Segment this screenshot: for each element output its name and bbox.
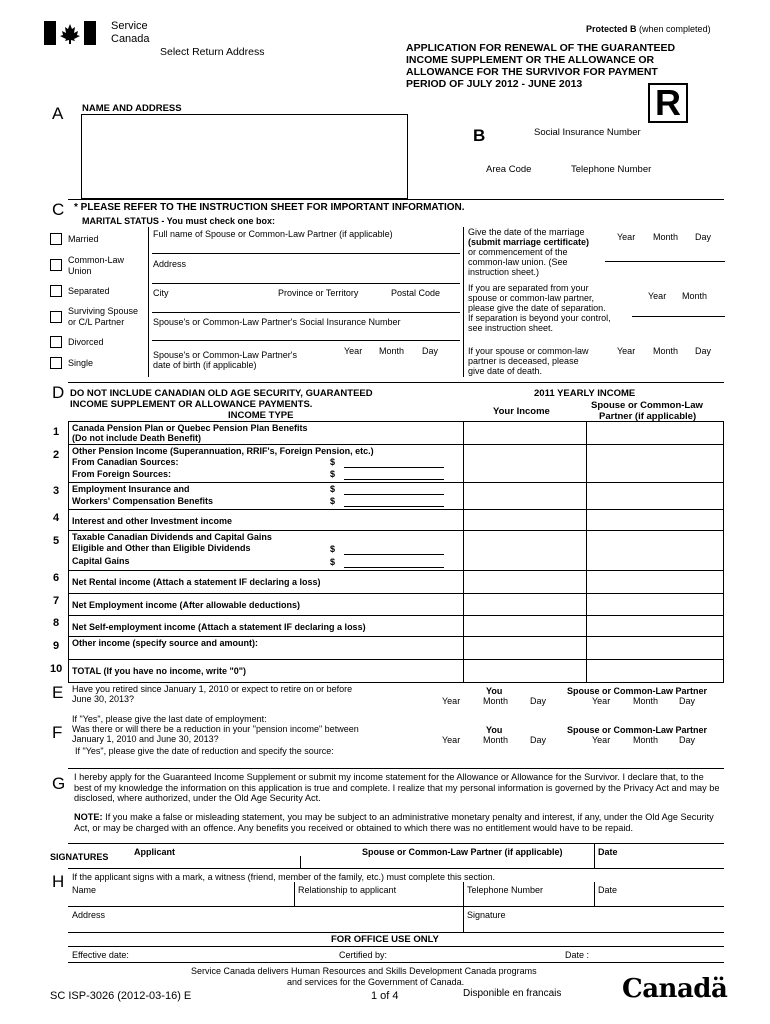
reduction-question-2: January 1, 2010 and June 30, 2013? <box>72 734 219 744</box>
area-code-label: Area Code <box>486 164 532 175</box>
spouse-signature-label: Spouse or Common-Law Partner (if applicable) <box>362 847 563 857</box>
dollar-2b: $ <box>330 469 336 479</box>
amount-line-5b <box>344 567 444 568</box>
reduction-you: You <box>486 725 503 735</box>
address-label: Address <box>153 259 187 269</box>
page-number: 1 of 4 <box>371 990 399 1002</box>
spouse-name-line <box>152 253 460 254</box>
marriage-date-2: (submit marriage certificate) <box>468 237 590 247</box>
signature-date-label: Date <box>598 847 618 857</box>
spouse-dob-label-2: date of birth (if applicable) <box>153 360 257 370</box>
section-c-top-rule <box>68 199 724 200</box>
section-c-letter: C <box>52 200 65 219</box>
office-use-title: FOR OFFICE USE ONLY <box>331 934 439 945</box>
witness-signature-label: Signature <box>467 910 506 920</box>
income-row-rule-6 <box>68 593 724 594</box>
dollar-2a: $ <box>330 457 336 467</box>
reduction-question-1: Was there or will there be a reduction in your "pension income" between <box>72 724 359 734</box>
income-row-rule-4 <box>68 530 724 531</box>
spouse-name-label: Full name of Spouse or Common-Law Partner (if applicable) <box>153 229 393 239</box>
witness-date-label: Date <box>598 885 618 895</box>
french-available: Disponible en francais <box>463 988 562 999</box>
postal-label: Postal Code <box>391 288 441 298</box>
dollar-3b: $ <box>330 496 336 506</box>
row5-line3: Capital Gains <box>72 556 130 566</box>
divorced-label: Divorced <box>68 337 104 347</box>
spouse-sin-label: Spouse's or Common-Law Partner's Social Insurance Number <box>153 317 401 327</box>
row7-line1: Net Employment income (After allowable deductions) <box>72 600 301 610</box>
reduction-spouse-day: Day <box>679 735 696 745</box>
canada-wordmark <box>622 974 727 1004</box>
row1-line2: (Do not include Death Benefit) <box>72 433 201 443</box>
death-month: Month <box>653 346 679 356</box>
dept-name-line2: Canada <box>111 33 150 45</box>
income-row-rule-1 <box>68 444 724 445</box>
retire-you-month: Month <box>483 696 509 706</box>
amount-line-2b <box>344 479 444 480</box>
form-title-4: PERIOD OF JULY 2012 - JUNE 2013 <box>406 78 583 90</box>
signature-bottom-rule <box>68 868 724 869</box>
section-c-mid-divider <box>463 227 464 377</box>
income-col-divider-1 <box>463 421 464 683</box>
dob-day: Day <box>422 346 439 356</box>
income-col-divider-2 <box>586 421 587 683</box>
protected-b: Protected B <box>586 24 637 34</box>
signature-mid-divider <box>300 856 301 868</box>
row-num-8: 8 <box>53 617 60 629</box>
row10-line1: TOTAL (If you have no income, write "0") <box>72 666 247 676</box>
section-h-letter: H <box>52 872 65 891</box>
surviving-checkbox[interactable] <box>50 311 62 323</box>
form-title-3: ALLOWANCE FOR THE SURVIVOR FOR PAYMENT <box>406 66 658 78</box>
deceased-1: If your spouse or common-law <box>468 346 589 356</box>
declaration-text: I hereby apply for the Guaranteed Income Supplement or submit my income statement for the Allowance or Allowance for the Survivor. I declare that, to the best of my knowledge the information on this application is true and complete. I realize that my personal information is governed by the Privacy Act and may be disclosed, where authorized, under the Old Age Security Act. <box>74 772 720 804</box>
section-g-letter: G <box>52 774 66 793</box>
witness-divider-2 <box>463 882 464 932</box>
row2-line2: From Canadian Sources: <box>72 457 179 467</box>
row-num-5: 5 <box>53 535 60 547</box>
section-g-top-rule <box>68 768 724 769</box>
income-row-rule-5 <box>68 570 724 571</box>
income-type-header: INCOME TYPE <box>228 410 294 421</box>
dollar-3a: $ <box>330 484 336 494</box>
sin-label: Social Insurance Number <box>534 127 641 138</box>
row3-line1: Employment Insurance and <box>72 484 190 494</box>
witness-intro: If the applicant signs with a mark, a witness (friend, member of the family, etc.) must complete this section. <box>72 872 495 882</box>
retire-question-3: If "Yes", please give the last date of employment: <box>72 714 267 724</box>
section-b-letter: B <box>473 126 486 145</box>
certified-by-label: Certified by: <box>339 950 388 960</box>
note-text: If you make a false or misleading statement, you may be subject to an administrative monetary penalty and interest, if any, under the Old Age Security Act, or may be charged with an offence. Any benefits you received or obtained to which there was no entitlement would have to be repaid. <box>74 812 714 833</box>
retire-spouse-year: Year <box>592 696 611 706</box>
office-date-label: Date : <box>565 950 590 960</box>
province-label: Province or Territory <box>278 288 359 298</box>
marriage-date-5: instruction sheet.) <box>468 267 540 277</box>
reduction-question-3: If "Yes", please give the date of reduction and specify the source: <box>75 746 334 756</box>
effective-date-label: Effective date: <box>72 950 129 960</box>
row3-line2: Workers' Compensation Benefits <box>72 496 214 506</box>
dollar-5a: $ <box>330 544 336 554</box>
single-label: Single <box>68 358 94 368</box>
protected-label <box>586 24 711 34</box>
office-use-rule <box>68 946 724 947</box>
row5-line2: Eligible and Other than Eligible Dividends <box>72 543 251 553</box>
name-address-box[interactable] <box>81 114 408 199</box>
retire-spouse-month: Month <box>633 696 659 706</box>
amount-line-3a <box>344 494 444 495</box>
row4-line1: Interest and other Investment income <box>72 516 233 526</box>
income-row-rule-2 <box>68 482 724 483</box>
footer-line-2: and services for the Government of Canada. <box>287 977 465 987</box>
separation-3: please give the date of separation. <box>468 303 606 313</box>
retire-you: You <box>486 686 503 696</box>
witness-divider-3 <box>594 882 595 906</box>
spouse-sin-line <box>152 340 460 341</box>
retire-spouse: Spouse or Common-Law Partner <box>567 686 708 696</box>
deceased-3: give date of death. <box>468 366 543 376</box>
r-mark-box <box>648 83 688 123</box>
row1-line1: Canada Pension Plan or Quebec Pension Plan Benefits <box>72 423 308 433</box>
note-paragraph <box>74 812 722 833</box>
footer-line-1: Service Canada delivers Human Resources and Skills Development Canada programs <box>191 966 537 976</box>
income-row-rule-8 <box>68 636 724 637</box>
reduction-you-month: Month <box>483 735 509 745</box>
separated-checkbox[interactable] <box>50 285 62 297</box>
death-year: Year <box>617 346 636 356</box>
retire-you-day: Day <box>530 696 547 706</box>
section-e-letter: E <box>52 683 64 702</box>
row-num-10: 10 <box>50 663 63 675</box>
separation-2: spouse or common-law partner, <box>468 293 595 303</box>
spouse-dob-label-1: Spouse's or Common-Law Partner's <box>153 350 297 360</box>
row-num-3: 3 <box>53 485 60 497</box>
common-law-checkbox[interactable] <box>50 259 62 271</box>
retire-you-year: Year <box>442 696 461 706</box>
row-num-4: 4 <box>53 512 60 524</box>
city-line <box>152 312 460 313</box>
witness-telephone-label: Telephone Number <box>467 885 544 895</box>
name-address-label: NAME AND ADDRESS <box>82 103 182 114</box>
dob-month: Month <box>379 346 405 356</box>
single-checkbox[interactable] <box>50 357 62 369</box>
marriage-date-3: or commencement of the <box>468 247 568 257</box>
canada-wordmark-text: Canadä <box>622 974 728 1004</box>
form-title-1: APPLICATION FOR RENEWAL OF THE GUARANTEED <box>406 42 676 54</box>
amount-line-2a <box>344 467 444 468</box>
cl-partner-label: or C/L Partner <box>68 317 125 327</box>
reduction-spouse-month: Month <box>633 735 659 745</box>
deceased-2: partner is deceased, please <box>468 356 579 366</box>
instruction-heading: * PLEASE REFER TO THE INSTRUCTION SHEET FOR IMPORTANT INFORMATION. <box>74 202 465 213</box>
married-checkbox[interactable] <box>50 233 62 245</box>
form-title-2: INCOME SUPPLEMENT OR THE ALLOWANCE OR <box>406 54 655 66</box>
reduction-spouse: Spouse or Common-Law Partner <box>567 725 708 735</box>
divorced-checkbox[interactable] <box>50 336 62 348</box>
row9-line1: Other income (specify source and amount): <box>72 638 259 648</box>
signatures-label: SIGNATURES <box>50 852 109 862</box>
address-line <box>152 283 460 284</box>
spouse-income-header-1: Spouse or Common-Law <box>591 400 703 411</box>
section-d-letter: D <box>52 383 65 402</box>
spouse-income-header-2: Partner (if applicable) <box>599 411 697 422</box>
dept-name-line1: Service <box>111 20 148 32</box>
section-d-heading-1: DO NOT INCLUDE CANADIAN OLD AGE SECURITY, GUARANTEED <box>70 388 373 399</box>
reduction-spouse-year: Year <box>592 735 611 745</box>
separation-month: Month <box>682 291 708 301</box>
note-label: NOTE: <box>74 812 103 822</box>
office-bottom-rule <box>68 962 724 963</box>
income-row-rule-3 <box>68 509 724 510</box>
marriage-day: Day <box>695 232 712 242</box>
row-num-7: 7 <box>53 595 60 607</box>
marital-status-label: MARITAL STATUS - You must check one box: <box>82 216 276 226</box>
section-d-heading-2: INCOME SUPPLEMENT OR ALLOWANCE PAYMENTS. <box>70 399 313 410</box>
city-label: City <box>153 288 169 298</box>
signature-top-rule <box>68 843 724 844</box>
row2-line1: Other Pension Income (Superannuation, RRIF's, Foreign Pension, etc.) <box>72 446 374 456</box>
separation-1: If you are separated from your <box>468 283 589 293</box>
row6-line1: Net Rental income (Attach a statement IF declaring a loss) <box>72 577 321 587</box>
row-num-9: 9 <box>53 640 60 652</box>
marriage-month: Month <box>653 232 679 242</box>
row8-line1: Net Self-employment income (Attach a statement IF declaring a loss) <box>72 622 366 632</box>
separation-4: If separation is beyond your control, <box>468 313 611 323</box>
section-c-left-divider <box>148 227 149 377</box>
signature-date-divider <box>594 843 595 868</box>
marriage-date-4: common-law union. (See <box>468 257 568 267</box>
row2-line3: From Foreign Sources: <box>72 469 172 479</box>
form-id: SC ISP-3026 (2012-03-16) E <box>50 990 192 1002</box>
your-income-header: Your Income <box>493 406 550 417</box>
reduction-you-year: Year <box>442 735 461 745</box>
common-law-label: Common-Law <box>68 255 125 265</box>
separation-date-line <box>632 316 725 317</box>
surviving-label: Surviving Spouse <box>68 306 139 316</box>
row-num-2: 2 <box>53 449 60 461</box>
dollar-5b: $ <box>330 557 336 567</box>
marriage-date-line <box>605 261 725 262</box>
death-day: Day <box>695 346 712 356</box>
row5-line1: Taxable Canadian Dividends and Capital Gains <box>72 532 272 542</box>
reduction-you-day: Day <box>530 735 547 745</box>
section-a-letter: A <box>52 104 64 123</box>
separated-label: Separated <box>68 286 110 296</box>
union-label: Union <box>68 266 92 276</box>
telephone-label: Telephone Number <box>571 164 652 175</box>
witness-mid-rule <box>68 906 724 907</box>
dob-year: Year <box>344 346 363 356</box>
amount-line-3b <box>344 506 444 507</box>
row-num-1: 1 <box>53 426 60 438</box>
section-d-top-rule <box>68 382 724 383</box>
protected-when: (when completed) <box>639 24 711 34</box>
retire-question-2: June 30, 2013? <box>72 694 135 704</box>
section-f-letter: F <box>52 723 63 742</box>
witness-divider-1 <box>294 882 295 906</box>
income-row-rule-9 <box>68 659 724 660</box>
witness-relationship-label: Relationship to applicant <box>298 885 397 895</box>
witness-address-label: Address <box>72 910 106 920</box>
marriage-year: Year <box>617 232 636 242</box>
r-mark: R <box>655 82 681 123</box>
yearly-income-header: 2011 YEARLY INCOME <box>534 388 636 399</box>
canada-flag-icon <box>44 21 96 45</box>
row-num-6: 6 <box>53 572 60 584</box>
married-label: Married <box>68 234 99 244</box>
marriage-date-1: Give the date of the marriage <box>468 227 585 237</box>
applicant-label: Applicant <box>134 847 176 857</box>
retire-question-1: Have you retired since January 1, 2010 or expect to retire on or before <box>72 684 353 694</box>
separation-5: see instruction sheet. <box>468 323 554 333</box>
witness-name-label: Name <box>72 885 97 895</box>
separation-year: Year <box>648 291 667 301</box>
witness-bottom-rule <box>68 932 724 933</box>
income-row-rule-7 <box>68 615 724 616</box>
amount-line-5a <box>344 554 444 555</box>
select-return-address[interactable]: Select Return Address <box>160 46 265 58</box>
retire-spouse-day: Day <box>679 696 696 706</box>
